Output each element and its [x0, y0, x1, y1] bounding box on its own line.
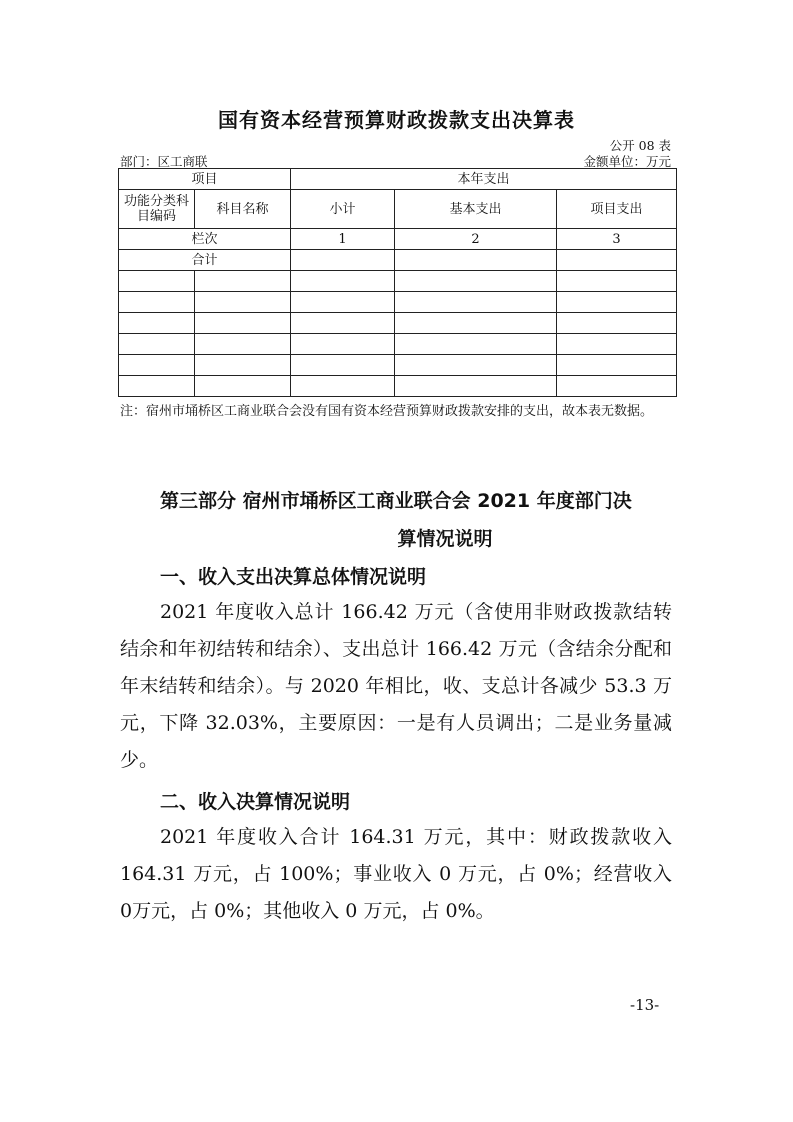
- table-cell: [195, 376, 291, 397]
- table-cell: [119, 313, 195, 334]
- table-row: [119, 334, 677, 355]
- header-project: 项目: [119, 169, 291, 190]
- col-basic: 基本支出: [395, 190, 557, 229]
- table-cell: [291, 355, 395, 376]
- part-heading-line1: 第三部分 宿州市埇桥区工商业联合会 2021 年度部门决: [160, 490, 632, 512]
- table-cell: [291, 334, 395, 355]
- col-subtotal: 小计: [291, 190, 395, 229]
- table-cell: [395, 292, 557, 313]
- table-cell: [557, 376, 677, 397]
- table-cell: [119, 355, 195, 376]
- table-cell: [557, 334, 677, 355]
- table-subheader-row: [119, 190, 677, 229]
- table-total-row: [119, 250, 677, 271]
- table-cell: [119, 292, 195, 313]
- table-cell: [557, 313, 677, 334]
- table-cell: [119, 271, 195, 292]
- table-cell: [395, 313, 557, 334]
- index-3: 3: [557, 229, 677, 250]
- form-id: 公开 08 表: [609, 138, 671, 153]
- table-cell: [395, 334, 557, 355]
- section2-heading: 二、收入决算情况说明: [160, 791, 351, 813]
- table-row: [119, 271, 677, 292]
- table-row: [119, 292, 677, 313]
- table-cell: [291, 292, 395, 313]
- table-cell: [195, 271, 291, 292]
- col-project: 项目支出: [557, 190, 677, 229]
- table-cell: [395, 250, 557, 271]
- table-header-row: [119, 169, 677, 190]
- table-cell: [291, 313, 395, 334]
- section2-paragraph: 2021 年度收入合计 164.31 万元，其中：财政拨款收入164.31 万元，占 100%；事业收入 0 万元，占 0%；经营收入 0万元，占 0%；其他收入 0 万元，占 0%。: [120, 826, 672, 922]
- col-func-code: 功能分类科目编码: [119, 190, 195, 229]
- table-cell: [557, 355, 677, 376]
- table-title: 国有资本经营预算财政拨款支出决算表: [218, 108, 575, 132]
- table-cell: [291, 250, 395, 271]
- table-cell: [195, 292, 291, 313]
- table-cell: [119, 334, 195, 355]
- table-cell: [395, 376, 557, 397]
- col-subject-name: 科目名称: [195, 190, 291, 229]
- table-cell: [557, 271, 677, 292]
- table-cell: [557, 250, 677, 271]
- table-cell: [195, 313, 291, 334]
- table-cell: [195, 334, 291, 355]
- row-total-label: 合计: [119, 250, 291, 271]
- department-label: 部门：区工商联: [120, 154, 208, 169]
- table-cell: [395, 271, 557, 292]
- table-cell: [195, 355, 291, 376]
- index-1: 1: [291, 229, 395, 250]
- page-number: -13-: [630, 996, 660, 1014]
- expenditure-table: [118, 168, 677, 397]
- part-heading-line2: 算情况说明: [397, 528, 493, 550]
- section1-heading: 一、收入支出决算总体情况说明: [160, 566, 427, 588]
- table-cell: [557, 292, 677, 313]
- table-cell: [291, 376, 395, 397]
- section1-paragraph: 2021 年度收入总计 166.42 万元（含使用非财政拨款结转结余和年初结转和结余）、支出总计 166.42 万元（含结余分配和年末结转和结余）。与 2020 年相比，收、支总计各减少 53.3 万元，下降 32.03%，主要原因：一是有人员调出；二是业务量减少。: [120, 601, 672, 771]
- table-cell: [395, 355, 557, 376]
- index-2: 2: [395, 229, 557, 250]
- table-row: [119, 376, 677, 397]
- table-row: [119, 355, 677, 376]
- table-cell: [119, 376, 195, 397]
- row-index-label: 栏次: [119, 229, 291, 250]
- table-cell: [291, 271, 395, 292]
- table-note: 注：宿州市埇桥区工商业联合会没有国有资本经营预算财政拨款安排的支出，故本表无数据。: [120, 404, 654, 419]
- table-row: [119, 313, 677, 334]
- amount-unit-label: 金额单位：万元: [583, 154, 671, 169]
- part-heading: [160, 482, 680, 558]
- table-index-row: [119, 229, 677, 250]
- header-current-year: 本年支出: [291, 169, 677, 190]
